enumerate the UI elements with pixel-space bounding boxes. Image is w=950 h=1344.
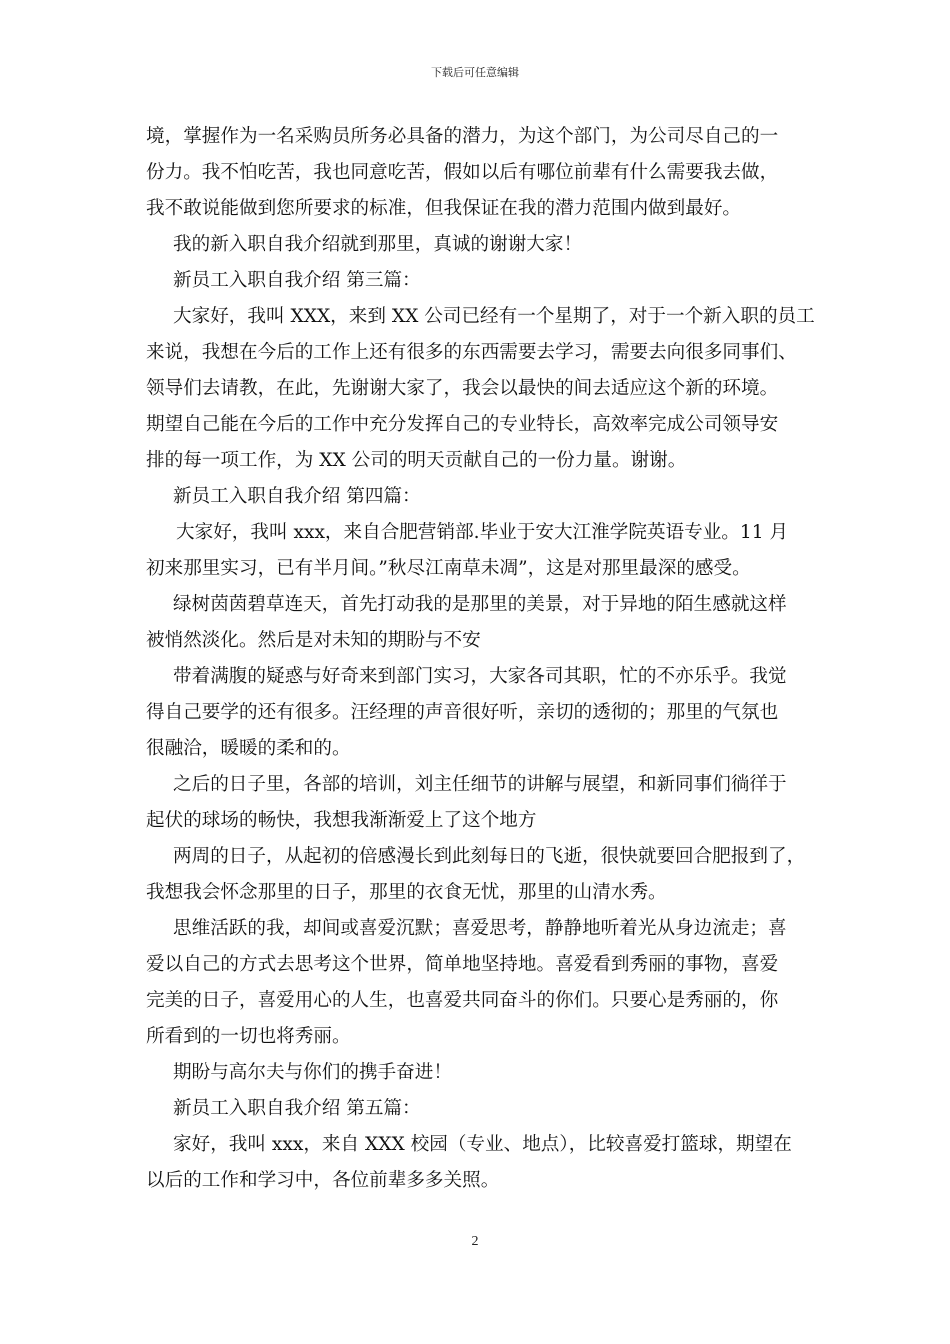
text-line: 期盼与高尔夫与你们的携手奋进！: [173, 1062, 452, 1083]
text-line: 得自己要学的还有很多。汪经理的声音很好听，亲切的透彻的；那里的气氛也: [146, 702, 779, 723]
text-line: 我不敢说能做到您所要求的标准，但我保证在我的潜力范围内做到最好。: [146, 198, 742, 219]
text-line: 爱以自己的方式去思考这个世界，简单地坚持地。喜爱看到秀丽的事物，喜爱: [146, 954, 779, 975]
text-line: 以后的工作和学习中，各位前辈多多关照。: [146, 1170, 500, 1191]
text-line: 排的每一项工作，为 XX 公司的明天贡献自己的一份力量。谢谢。: [146, 450, 687, 471]
text-line: 期望自己能在今后的工作中充分发挥自己的专业特长，高效率完成公司领导安: [146, 414, 779, 435]
text-line: 我想我会怀念那里的日子，那里的衣食无忧，那里的山清水秀。: [146, 882, 667, 903]
text-line: 家好，我叫 xxx，来自 XXX 校园（专业、地点），比较喜爱打篮球，期望在: [173, 1134, 792, 1155]
page-header: 下载后可任意编辑: [431, 66, 519, 79]
text-line: 所看到的一切也将秀丽。: [146, 1026, 351, 1047]
text-line: 绿树茵茵碧草连天，首先打动我的是那里的美景，对于异地的陌生感就这样: [173, 594, 787, 615]
section-heading: 新员工入职自我介绍 第五篇：: [173, 1098, 421, 1119]
section-heading: 新员工入职自我介绍 第三篇：: [173, 270, 421, 291]
text-line: 带着满腹的疑惑与好奇来到部门实习，大家各司其职，忙的不亦乐乎。我觉: [173, 666, 787, 687]
text-line: 之后的日子里，各部的培训，刘主任细节的讲解与展望，和新同事们徜徉于: [173, 774, 787, 795]
text-line: 很融洽，暖暖的柔和的。: [146, 738, 351, 759]
text-line: 来说，我想在今后的工作上还有很多的东西需要去学习，需要去向很多同事们、: [146, 342, 797, 363]
text-line: 初来那里实习，已有半月间。”秋尽江南草未凋”，这是对那里最深的感受。: [146, 558, 751, 579]
text-line: 两周的日子，从起初的倍感漫长到此刻每日的飞逝，很快就要回合肥报到了，: [173, 846, 806, 867]
text-line: 大家好，我叫 xxx，来自合肥营销部.毕业于安大江淮学院英语专业。11 月: [176, 522, 789, 543]
text-line: 完美的日子，喜爱用心的人生，也喜爱共同奋斗的你们。只要心是秀丽的，你: [146, 990, 779, 1011]
text-line: 大家好，我叫 XXX，来到 XX 公司已经有一个星期了，对于一个新入职的员工: [173, 306, 815, 327]
section-heading: 新员工入职自我介绍 第四篇：: [173, 486, 421, 507]
text-line: 境，掌握作为一名采购员所务必具备的潜力，为这个部门，为公司尽自己的一: [146, 126, 779, 147]
text-line: 领导们去请教，在此，先谢谢大家了，我会以最快的间去适应这个新的环境。: [146, 378, 779, 399]
text-line: 起伏的球场的畅快，我想我渐渐爱上了这个地方: [146, 810, 537, 831]
text-line: 被悄然淡化。然后是对未知的期盼与不安: [146, 630, 481, 651]
page-number: 2: [471, 1234, 479, 1249]
text-line: 份力。我不怕吃苦，我也同意吃苦，假如以后有哪位前辈有什么需要我去做，: [146, 162, 779, 183]
text-line: 思维活跃的我，却间或喜爱沉默；喜爱思考，静静地听着光从身边流走；喜: [173, 918, 787, 939]
text-line: 我的新入职自我介绍就到那里，真诚的谢谢大家！: [173, 234, 583, 255]
